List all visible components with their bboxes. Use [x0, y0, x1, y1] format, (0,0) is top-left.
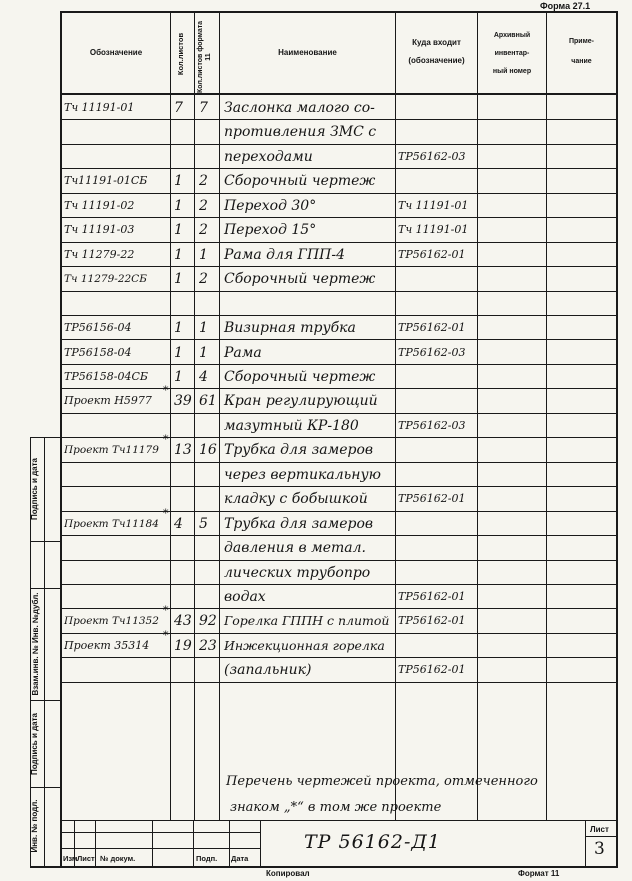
cell-name: мазутный КР-180 — [224, 418, 359, 434]
cell-designation: Тч 11279-22СБ — [64, 273, 147, 285]
cell-qty-sheets-a11: 1 — [199, 345, 208, 361]
side-label-original-inv: Инв. № подл. — [30, 799, 39, 853]
cell-qty-sheets-a11: 4 — [199, 369, 208, 385]
cell-where-used: ТР56162-03 — [398, 150, 466, 163]
cell-where-used: ТР56162-03 — [398, 419, 466, 432]
cell-name: Переход 30° — [224, 198, 317, 214]
cell-qty-sheets: 4 — [174, 516, 183, 532]
cell-name: Переход 15° — [224, 222, 317, 238]
asterisk-mark: * — [163, 629, 169, 642]
cell-name: кладку с бобышкой — [224, 491, 368, 507]
cell-qty-sheets: 13 — [174, 442, 192, 458]
cell-qty-sheets: 1 — [174, 320, 183, 336]
cell-designation: ТР56158-04 — [64, 346, 132, 359]
asterisk-mark: * — [163, 384, 169, 397]
cell-where-used: ТР56162-03 — [398, 346, 466, 359]
side-label-signature-1: Подпись и дата — [30, 458, 39, 520]
cell-qty-sheets: 7 — [174, 100, 183, 116]
cell-name: Сборочный чертеж — [224, 271, 376, 287]
sheet-label: Лист — [590, 825, 609, 834]
header-archive-3: ный номер — [492, 68, 532, 75]
title-col-signature: Подп. — [196, 854, 218, 863]
cell-name: Рама — [224, 345, 262, 361]
cell-designation: Проект Тч11179 — [64, 444, 159, 456]
cell-designation: Тч 11191-01 — [64, 101, 135, 114]
cell-qty-sheets-a11: 92 — [199, 613, 217, 629]
cell-qty-sheets-a11: 2 — [199, 271, 208, 287]
cell-qty-sheets: 43 — [174, 613, 192, 629]
cell-where-used: ТР56162-01 — [398, 614, 466, 627]
header-notes-2: чание — [571, 58, 592, 65]
header-qty-sheets: Кол.листов — [176, 32, 185, 76]
cell-qty-sheets-a11: 1 — [199, 247, 208, 263]
cell-name: через вертикальную — [224, 467, 381, 483]
cell-qty-sheets: 39 — [174, 393, 192, 409]
side-label-inventory: Взам.инв. № Инв. №дубл. — [31, 592, 40, 696]
cell-name: Рама для ГПП-4 — [224, 247, 346, 263]
cell-qty-sheets-a11: 1 — [199, 320, 208, 336]
cell-designation: Проект 35314 — [64, 639, 150, 652]
cell-name: водах — [224, 589, 266, 605]
format-label: Формат 11 — [518, 869, 560, 878]
cell-qty-sheets: 1 — [174, 369, 183, 385]
cell-qty-sheets: 1 — [174, 173, 183, 189]
title-col-change: Изм — [63, 854, 78, 863]
title-col-sheet: Лист — [77, 854, 95, 863]
form-label: Форма 27.1 — [540, 1, 591, 11]
cell-name: Трубка для замеров — [224, 442, 374, 458]
header-qty-sheets-a11: Кол.листов формата 11 — [197, 20, 212, 94]
asterisk-mark: * — [163, 507, 169, 520]
cell-where-used: Тч 11191-01 — [398, 199, 469, 212]
cell-qty-sheets-a11: 2 — [199, 198, 208, 214]
cell-qty-sheets: 1 — [174, 247, 183, 263]
cell-where-used: ТР56162-01 — [398, 492, 466, 505]
cell-name: Визирная трубка — [224, 320, 356, 336]
footnote-line-2: знаком „*“ в том же проекте — [230, 800, 442, 815]
cell-designation: Тч 11191-03 — [64, 223, 135, 236]
cell-where-used: ТР56162-01 — [398, 663, 466, 676]
cell-name: Сборочный чертеж — [224, 173, 376, 189]
cell-name: переходами — [224, 149, 313, 165]
copied-label: Копировал — [266, 869, 310, 878]
cell-designation: Проект Тч11184 — [64, 518, 159, 530]
cell-designation: ТР56156-04 — [64, 321, 132, 334]
header-where-used-1: Куда входит — [412, 38, 461, 47]
cell-name: давления в метал. — [224, 540, 367, 556]
cell-qty-sheets-a11: 5 — [199, 516, 208, 532]
title-col-docnum: № докум. — [100, 854, 136, 863]
cell-name: лических трубопро — [224, 565, 371, 581]
header-archive-2: инвентар- — [494, 50, 530, 57]
cell-qty-sheets-a11: 16 — [199, 442, 217, 458]
cell-name: Горелка ГППН с плитой — [224, 613, 390, 628]
cell-where-used: ТР56162-01 — [398, 590, 466, 603]
cell-name: противления ЗМС с — [224, 124, 377, 140]
cell-where-used: Тч 11191-01 — [398, 223, 469, 236]
cell-name: (запальник) — [224, 662, 312, 678]
side-label-signature-2: Подпись и дата — [30, 713, 39, 775]
asterisk-mark: * — [163, 433, 169, 446]
header-where-used-2: (обозначение) — [408, 56, 465, 65]
sheet-number: 3 — [594, 839, 605, 859]
cell-designation: Тч 11279-22 — [64, 248, 135, 261]
cell-qty-sheets-a11: 2 — [199, 173, 208, 189]
cell-qty-sheets: 1 — [174, 222, 183, 238]
cell-designation: Проект Тч11352 — [64, 615, 159, 627]
header-designation: Обозначение — [89, 48, 143, 57]
header-notes-1: Приме- — [568, 38, 594, 45]
cell-name: Инжекционная горелка — [224, 638, 385, 653]
asterisk-mark: * — [163, 604, 169, 617]
cell-qty-sheets: 19 — [174, 638, 192, 654]
cell-qty-sheets: 1 — [174, 271, 183, 287]
cell-qty-sheets-a11: 7 — [199, 100, 208, 116]
title-col-date: Дата — [231, 854, 249, 863]
cell-designation: ТР56158-04СБ — [64, 370, 148, 383]
footnote-line-1: Перечень чертежей проекта, отмеченного — [226, 774, 538, 789]
cell-name: Кран регулирующий — [224, 393, 378, 409]
cell-name: Сборочный чертеж — [224, 369, 376, 385]
cell-name: Заслонка малого со- — [224, 100, 375, 116]
document-code: ТР 56162-Д1 — [304, 831, 441, 853]
cell-qty-sheets-a11: 61 — [199, 393, 217, 409]
cell-where-used: ТР56162-01 — [398, 321, 466, 334]
header-archive-1: Архивный — [493, 32, 531, 39]
cell-designation: Проект Н5977 — [64, 394, 152, 407]
cell-designation: Тч 11191-02 — [64, 199, 135, 212]
cell-qty-sheets: 1 — [174, 198, 183, 214]
cell-where-used: ТР56162-01 — [398, 248, 466, 261]
cell-qty-sheets-a11: 23 — [199, 638, 217, 654]
cell-designation: Тч11191-01СБ — [64, 174, 148, 187]
cell-name: Трубка для замеров — [224, 516, 374, 532]
header-name: Наименование — [278, 48, 337, 57]
cell-qty-sheets: 1 — [174, 345, 183, 361]
cell-qty-sheets-a11: 2 — [199, 222, 208, 238]
